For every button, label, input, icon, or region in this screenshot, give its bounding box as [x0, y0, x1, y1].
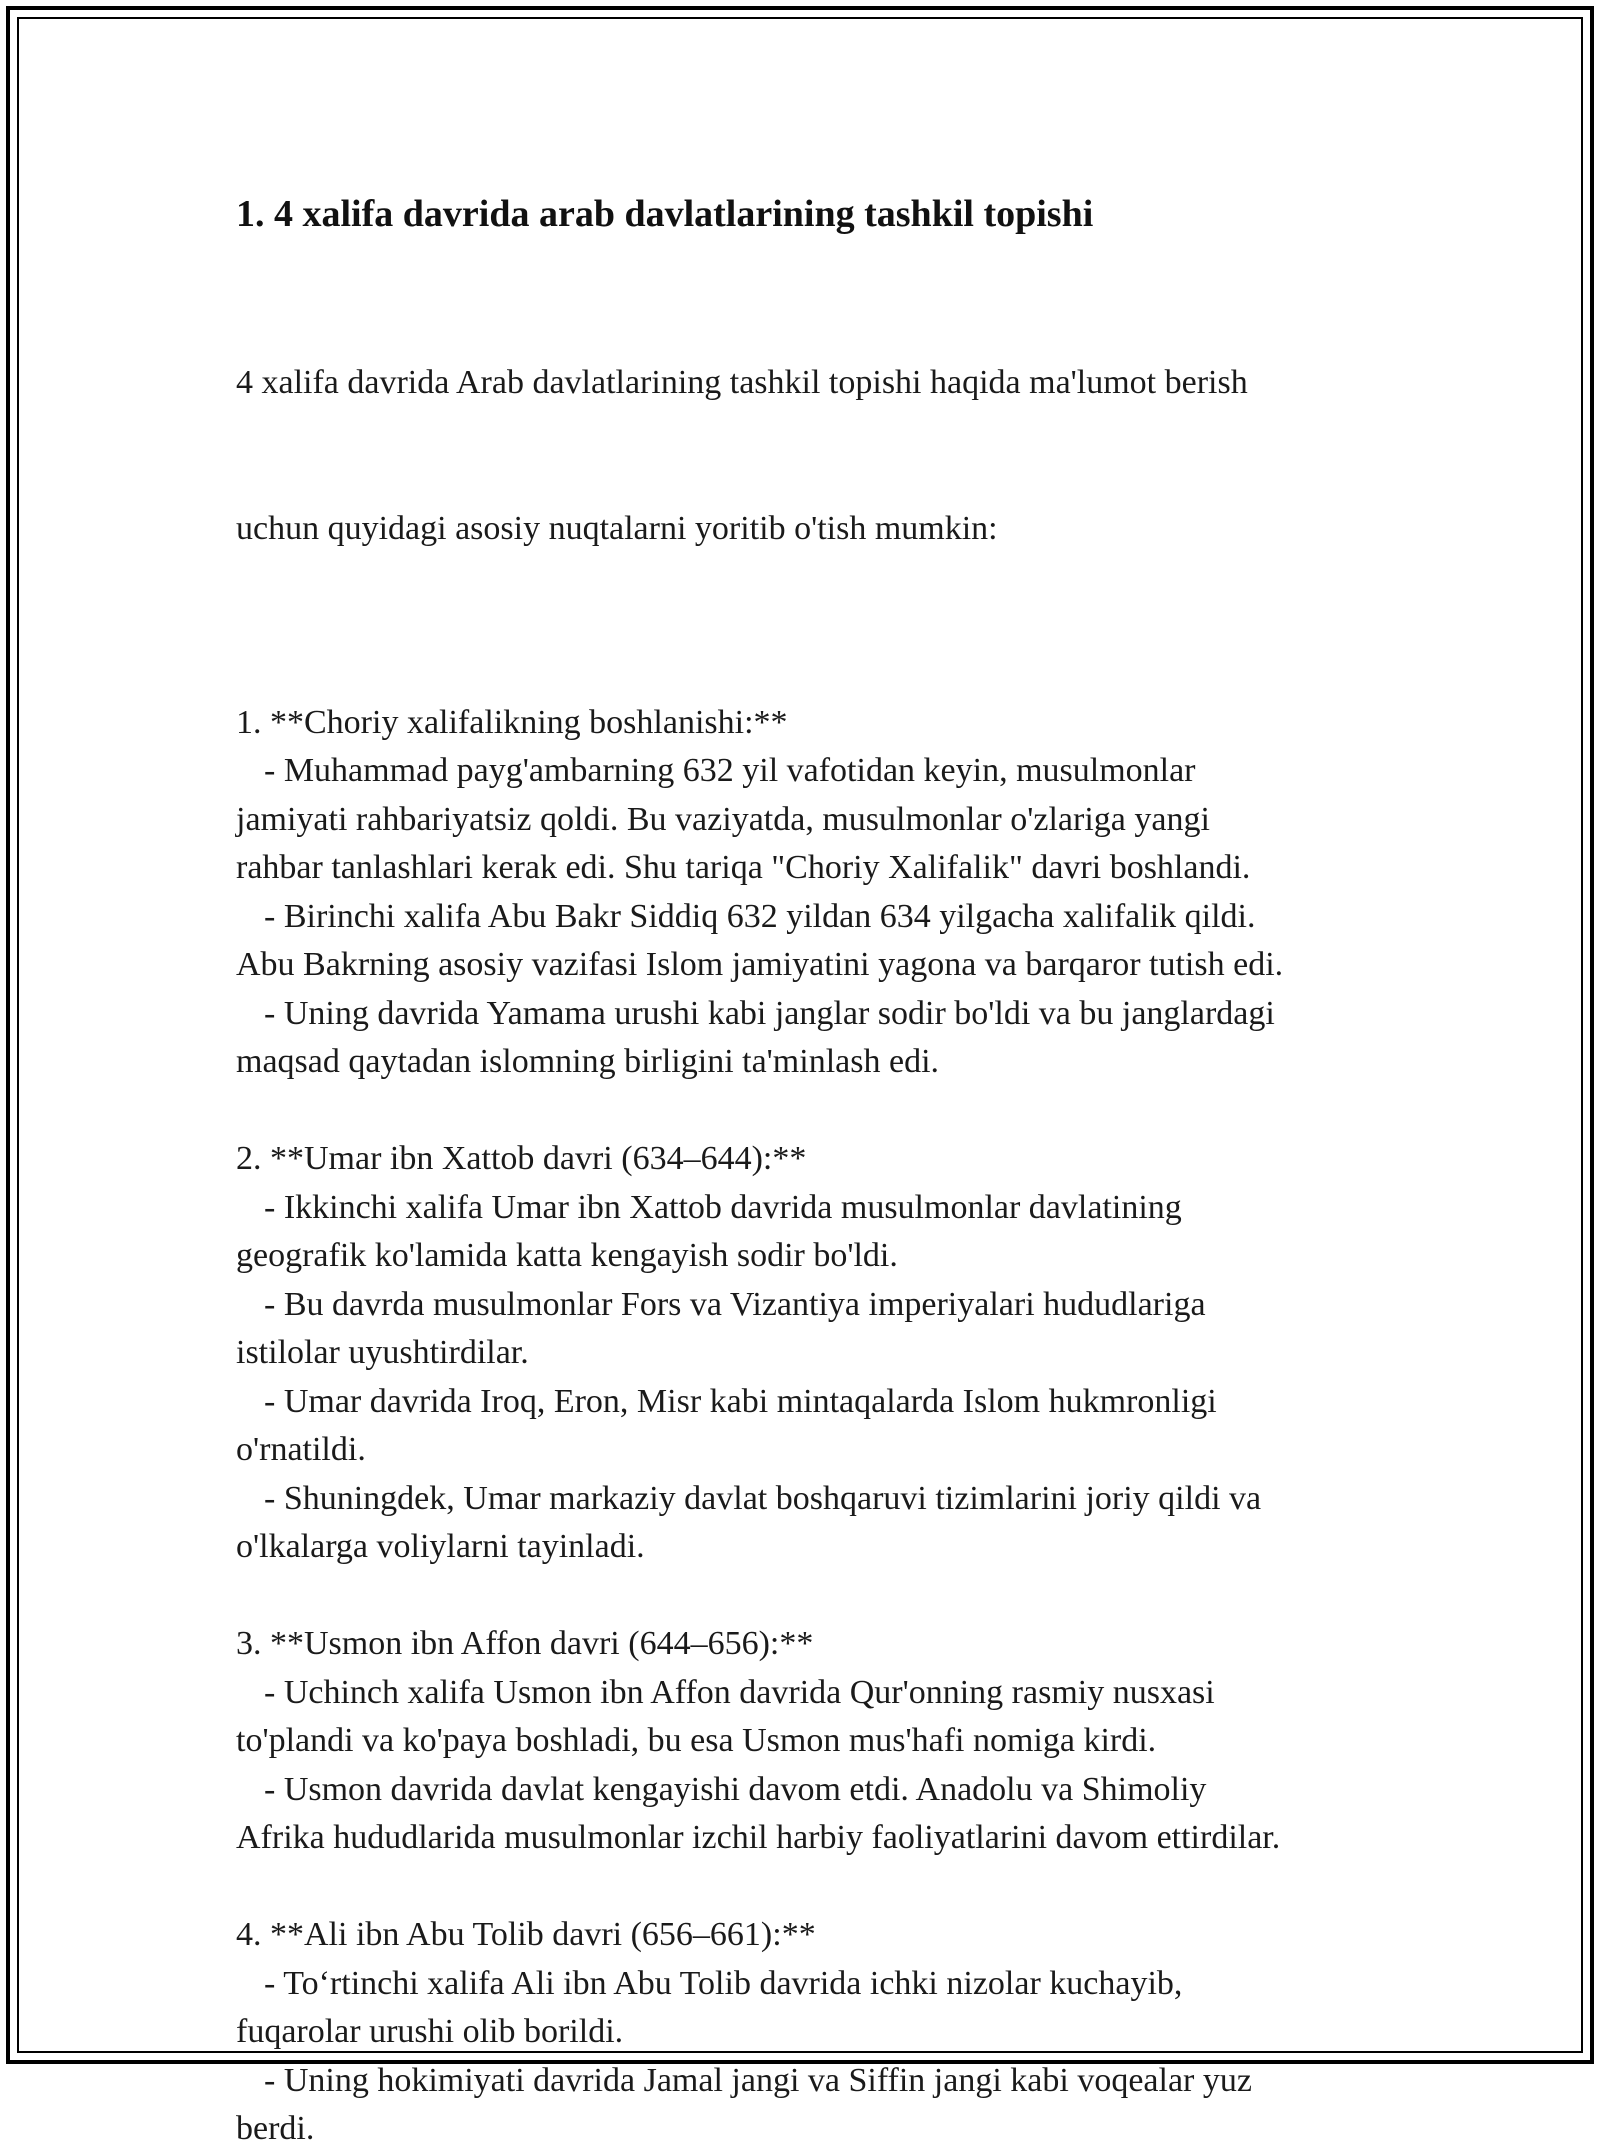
- section-block: [236, 1620, 1396, 1863]
- bullet-line: - Usmon davrida davlat kengayishi davom etdi. Anadolu va Shimoliy: [264, 1770, 1207, 1808]
- section-heading: 3. **Usmon ibn Affon davri (644–656):**: [236, 1625, 814, 1662]
- bullet-line: - Umar davrida Iroq, Eron, Misr kabi mintaqalarda Islom hukmronligi: [264, 1382, 1217, 1420]
- section-heading: 1. **Choriy xalifalikning boshlanishi:**: [236, 703, 788, 741]
- continuation-line: to'plandi va ko'paya boshladi, bu esa Usmon mus'hafi nomiga kirdi.: [236, 1722, 1157, 1759]
- document-title: 1. 4 xalifa davrida arab davlatlarining tashkil topishi: [236, 193, 1094, 235]
- continuation-line: o'lkalarga voliylarni tayinladi.: [236, 1528, 645, 1565]
- section-heading: 2. **Umar ibn Xattob davri (634–644):**: [236, 1140, 807, 1177]
- document-body: [236, 186, 1396, 2154]
- bullet-line: - Uchinch xalifa Usmon ibn Affon davrida Qur'onning rasmiy nusxasi: [264, 1673, 1215, 1711]
- section-block: [236, 699, 1396, 1087]
- section-block: [236, 1135, 1396, 1572]
- bullet-line: - Bu davrda musulmonlar Fors va Vizantiya imperiyalari hududlariga: [264, 1285, 1206, 1323]
- intro-line: uchun quyidagi asosiy nuqtalarni yoritib o'tish mumkin:: [236, 509, 998, 547]
- bullet-line: - Uning davrida Yamama urushi kabi janglar sodir bo'ldi va bu janglardagi: [264, 994, 1275, 1032]
- continuation-line: jamiyati rahbariyatsiz qoldi. Bu vaziyatda, musulmonlar o'zlariga yangi: [236, 800, 1210, 838]
- bullet-line: - Uning hokimiyati davrida Jamal jangi va Siffin jangi kabi voqealar yuz: [264, 2061, 1252, 2099]
- continuation-line: maqsad qaytadan islomning birligini ta'minlash edi.: [236, 1043, 940, 1080]
- bullet-line: - Muhammad payg'ambarning 632 yil vafotidan keyin, musulmonlar: [264, 752, 1196, 789]
- section-block: [236, 1911, 1396, 2154]
- continuation-line: fuqarolar urushi olib borildi.: [236, 2013, 624, 2050]
- continuation-line: o'rnatildi.: [236, 1431, 366, 1468]
- bullet-line: - Ikkinchi xalifa Umar ibn Xattob davrida musulmonlar davlatining: [264, 1188, 1182, 1226]
- continuation-line: geografik ko'lamida katta kengayish sodir bo'ldi.: [236, 1237, 898, 1274]
- section-heading: 4. **Ali ibn Abu Tolib davri (656–661):**: [236, 1916, 816, 1953]
- sections-list: [236, 699, 1396, 2154]
- continuation-line: Abu Bakrning asosiy vazifasi Islom jamiyatini yagona va barqaror tutish edi.: [236, 946, 1284, 983]
- intro-line: 4 xalifa davrida Arab davlatlarining tashkil topishi haqida ma'lumot berish: [236, 364, 1248, 401]
- continuation-line: rahbar tanlashlari kerak edi. Shu tariqa "Choriy Xalifalik" davri boshlandi.: [236, 849, 1251, 886]
- continuation-line: berdi.: [236, 2110, 315, 2147]
- bullet-line: - Birinchi xalifa Abu Bakr Siddiq 632 yildan 634 yilgacha xalifalik qildi.: [264, 897, 1256, 935]
- intro-paragraph: [236, 262, 1396, 650]
- bullet-line: - Shuningdek, Umar markaziy davlat boshqaruvi tizimlarini joriy qildi va: [264, 1479, 1262, 1517]
- continuation-line: Afrika hududlarida musulmonlar izchil harbiy faoliyatlarini davom ettirdilar.: [236, 1819, 1281, 1856]
- bullet-line: - To‘rtinchi xalifa Ali ibn Abu Tolib davrida ichki nizolar kuchayib,: [264, 1964, 1183, 2002]
- continuation-line: istilolar uyushtirdilar.: [236, 1334, 529, 1371]
